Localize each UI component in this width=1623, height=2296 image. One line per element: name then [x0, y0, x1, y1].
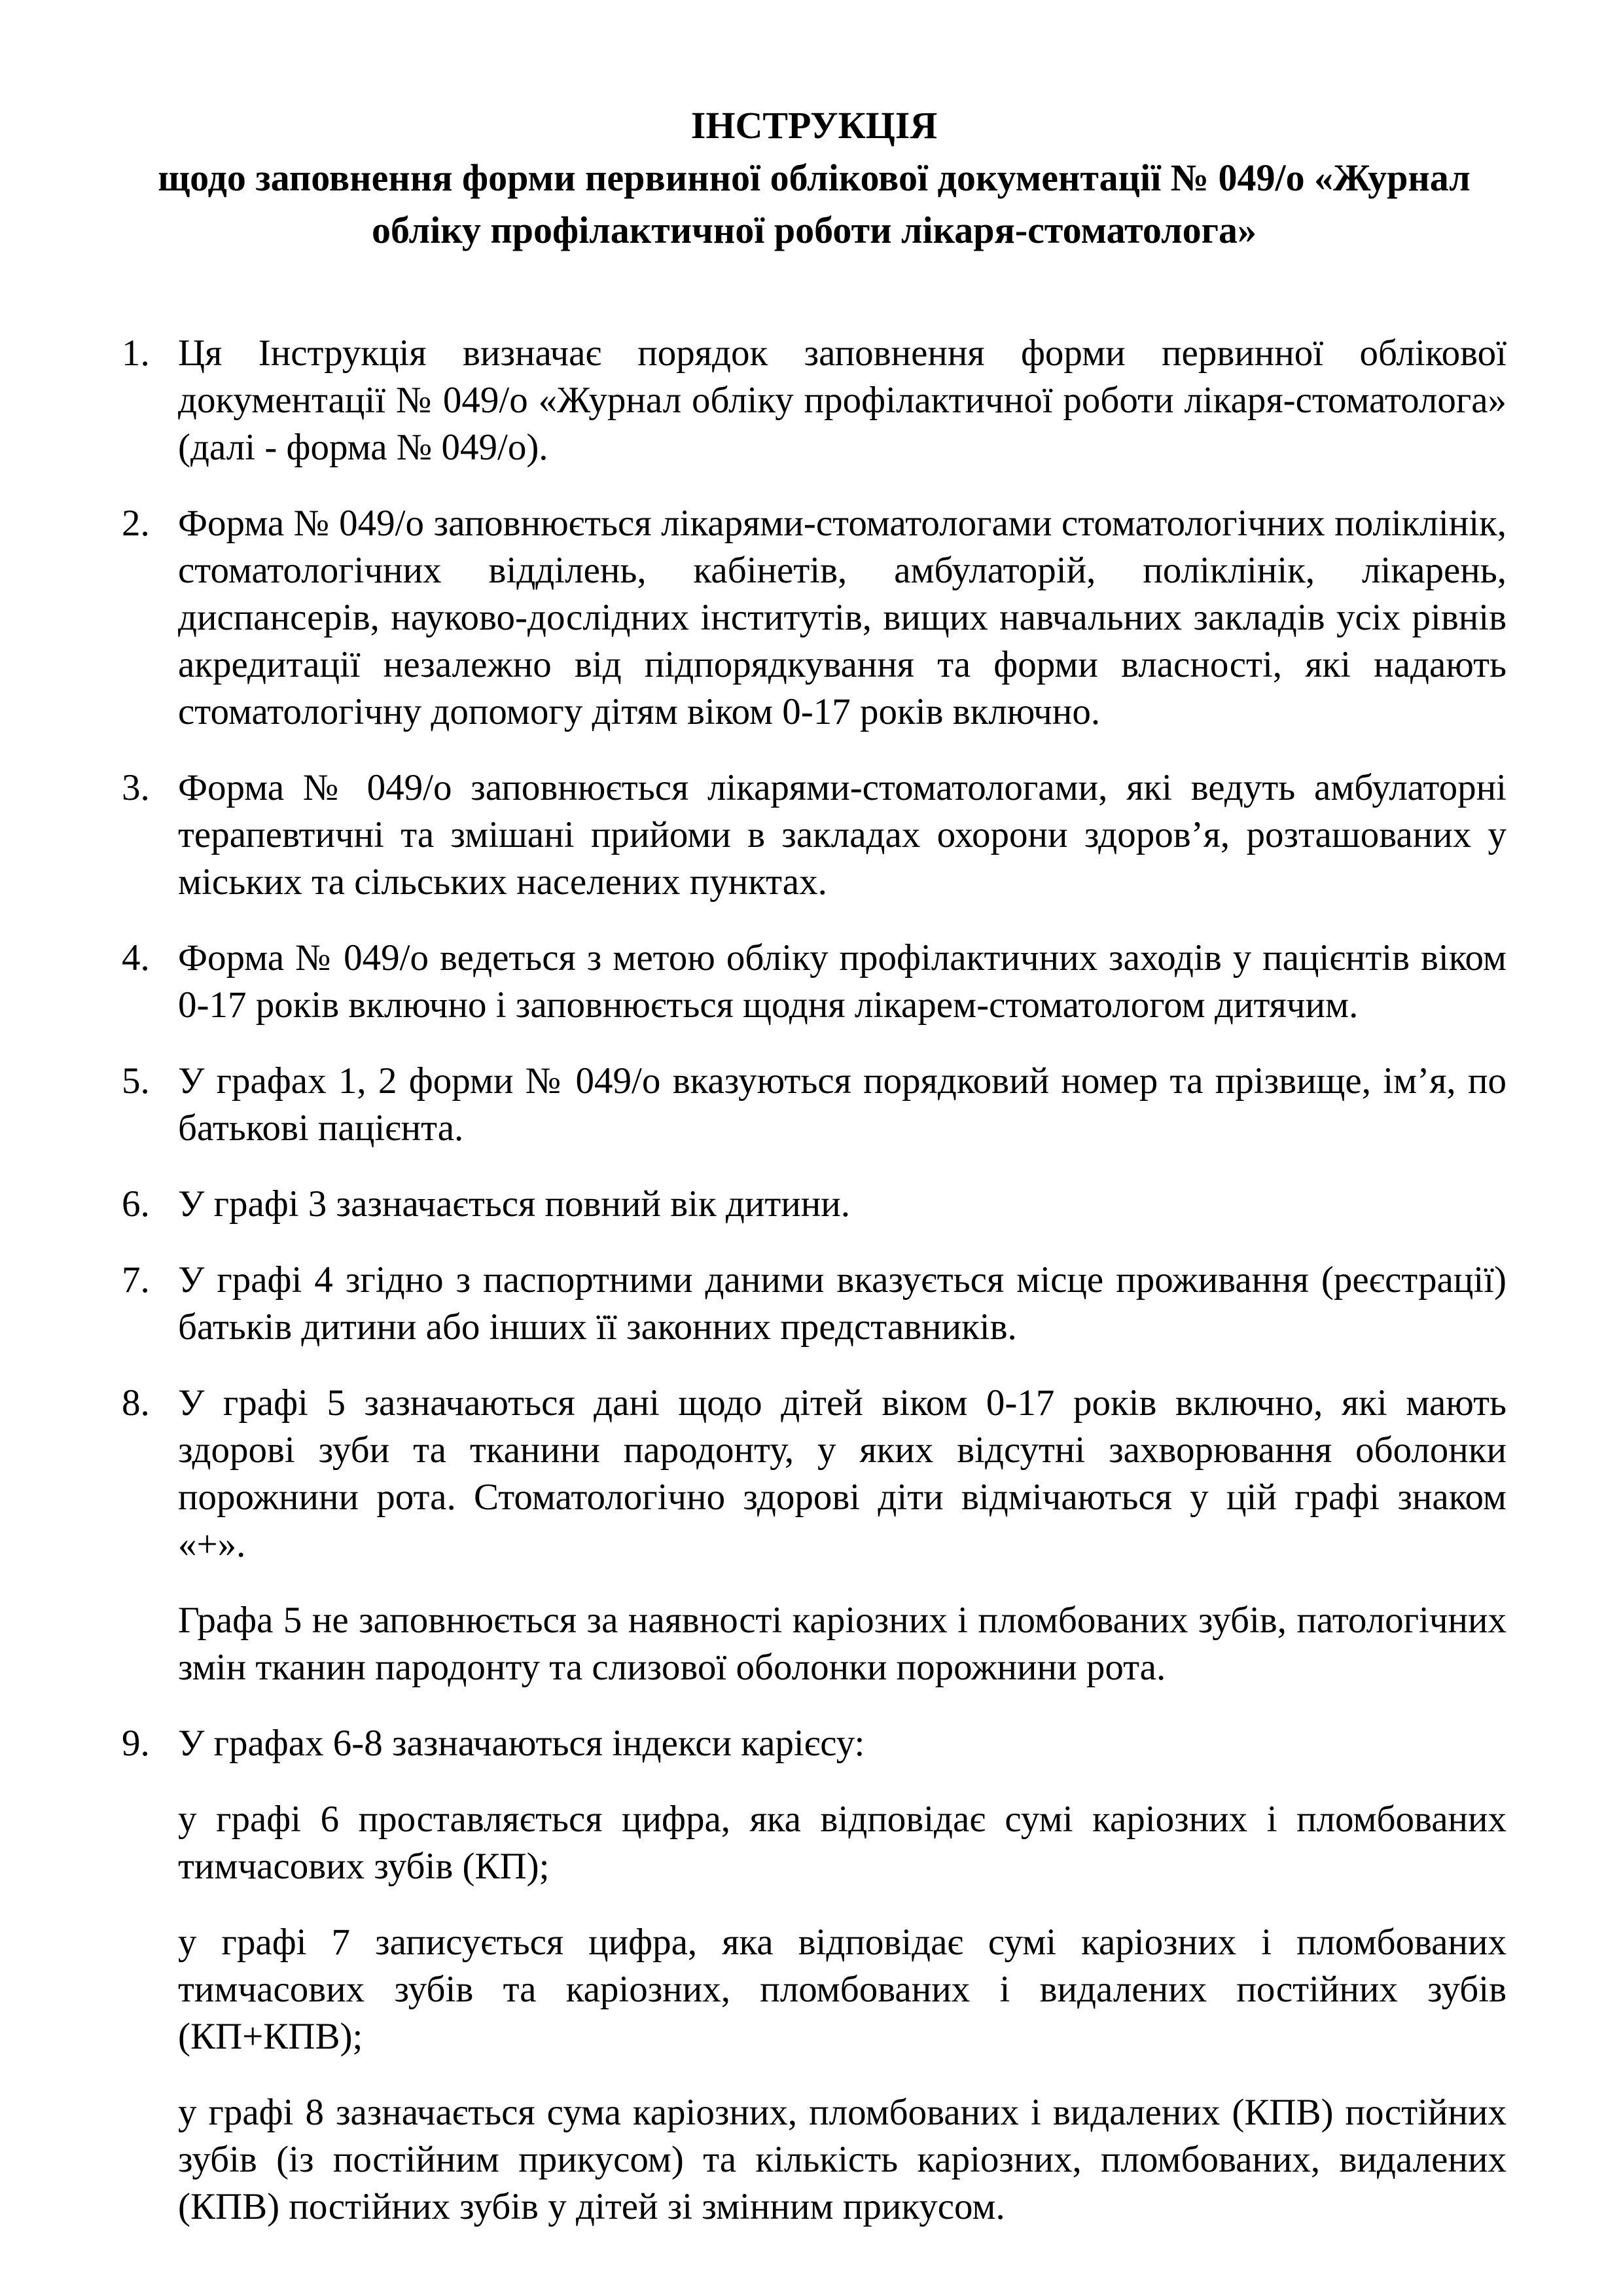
item-text: Форма № 049/о заповнюється лікарями-стоматологами, які ведуть амбулаторні терапевтичні та змішані прийоми в закладах охорони здоров’я, розташованих у міських та сільських населених пунктах. [178, 767, 1507, 903]
item-number: 9. [122, 1723, 150, 1764]
item-number: 7. [122, 1259, 150, 1300]
item-text: У графі 4 згідно з паспортними даними вказується місце проживання (реєстрації) батьків дитини або інших її законних представників. [178, 1259, 1507, 1348]
item-number: 3. [122, 767, 150, 808]
item-number: 8. [122, 1382, 150, 1424]
item-9-sub-3: у графі 8 зазначається сума каріозних, пломбованих і видалених (КПВ) постійних зубів (із постійним прикусом) та кількість каріозних, пломбованих, видалених (КПВ) постійних зубів у дітей зі змінним прикусом. [178, 2092, 1507, 2227]
item-number: 2. [122, 503, 150, 544]
list-item-2 [122, 500, 1507, 736]
list-item-7 [122, 1257, 1507, 1351]
item-number: 5. [122, 1060, 150, 1102]
title-sub-line-2: обліку профілактичної роботи лікаря-стоматолога» [372, 209, 1257, 251]
list-item-8 [122, 1380, 1507, 1691]
item-text: Ця Інструкція визначає порядок заповнення форми первинної облікової документації № 049/о «Журнал обліку профілактичної роботи лікаря-стоматолога» (далі - форма № 049/о). [178, 332, 1507, 468]
list-item-6 [122, 1181, 1507, 1228]
list-item-5 [122, 1058, 1507, 1152]
item-8-note: Графа 5 не заповнюється за наявності каріозних і пломбованих зубів, патологічних змін тканин пародонту та слизової оболонки порожнини рота. [178, 1600, 1507, 1688]
document-title [122, 99, 1507, 257]
list-item-1 [122, 330, 1507, 471]
item-text: Форма № 049/о ведеться з метою обліку профілактичних заходів у пацієнтів віком 0-17 років включно і заповнюється щодня лікарем-стоматологом дитячим. [178, 937, 1507, 1026]
item-text: У графах 1, 2 форми № 049/о вказуються порядковий номер та прізвище, ім’я, по батькові пацієнта. [178, 1060, 1507, 1149]
list-item-4 [122, 935, 1507, 1029]
item-text: У графах 6-8 зазначаються індекси карієсу: [178, 1723, 865, 1764]
item-9-sub-2: у графі 7 записується цифра, яка відповідає сумі каріозних і пломбованих тимчасових зубів та каріозних, пломбованих і видалених постійних зубів (КП+КПВ); [178, 1922, 1507, 2057]
list-item-3 [122, 764, 1507, 906]
list-item-9 [122, 1720, 1507, 2231]
title-sub-line-1: щодо заповнення форми первинної облікової документації № 049/о «Журнал [158, 156, 1471, 199]
item-text: У графі 5 зазначаються дані щодо дітей віком 0-17 років включно, які мають здорові зуби та тканини пародонту, у яких відсутні захворювання оболонки порожнини рота. Стоматологічно здорові діти відмічаються у цій графі знаком «+». [178, 1382, 1507, 1565]
item-9-sub-1: у графі 6 проставляється цифра, яка відповідає сумі каріозних і пломбованих тимчасових зубів (КП); [178, 1799, 1507, 1887]
item-number: 4. [122, 937, 150, 978]
item-text: Форма № 049/о заповнюється лікарями-стоматологами стоматологічних поліклінік, стоматологічних відділень, кабінетів, амбулаторій, поліклінік, лікарень, диспансерів, науково-дослідних інститутів, вищих навчальних закладів усіх рівнів акредитації незалежно від підпорядкування та форми власності, які надають стоматологічну допомогу дітям віком 0-17 років включно. [178, 503, 1507, 732]
item-number: 1. [122, 332, 150, 374]
instruction-list [122, 330, 1507, 2231]
item-text: У графі 3 зазначається повний вік дитини. [178, 1183, 851, 1225]
title-main: ІНСТРУКЦІЯ [690, 104, 938, 147]
item-number: 6. [122, 1183, 150, 1225]
